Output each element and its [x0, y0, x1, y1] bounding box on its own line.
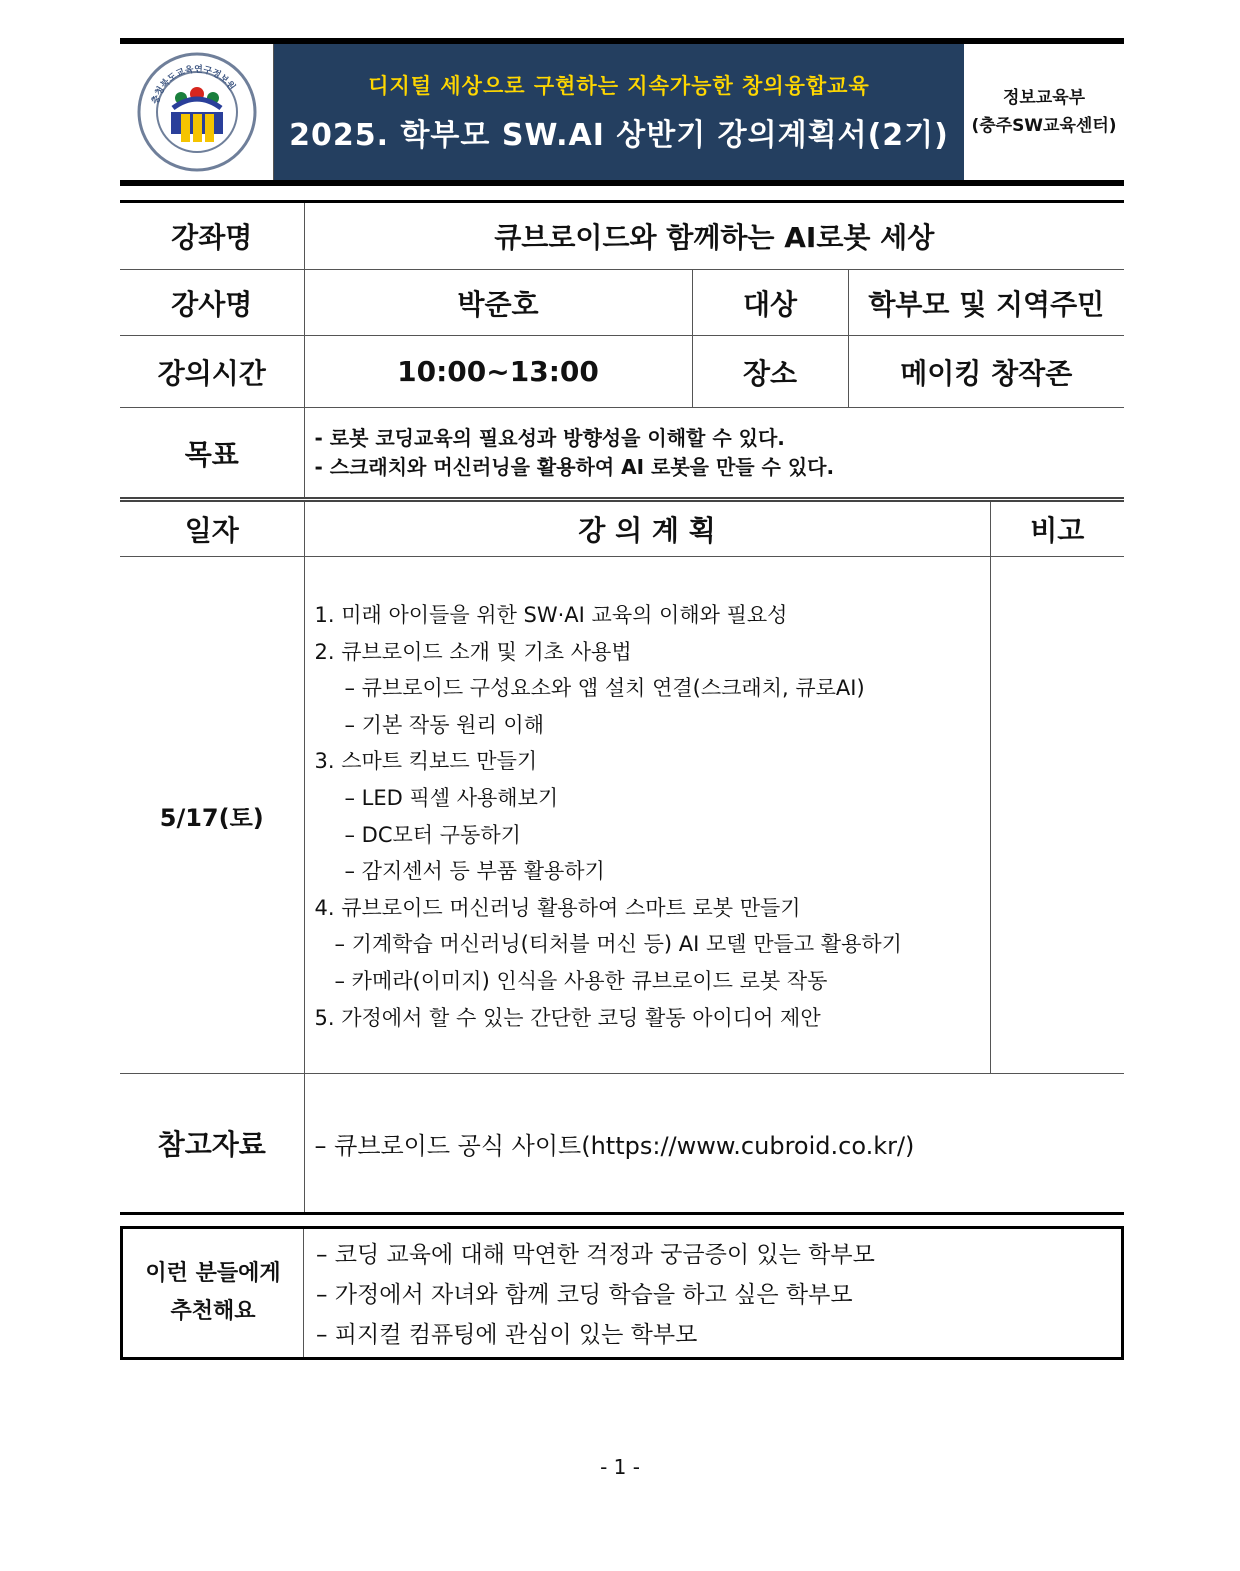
logo-cell	[120, 44, 274, 180]
note-header: 비고	[990, 500, 1124, 557]
place-label: 장소	[692, 336, 848, 408]
recommend-item: – 코딩 교육에 대해 막연한 걱정과 궁금증이 있는 학부모	[316, 1242, 875, 1268]
recommend-list	[304, 1229, 1121, 1357]
instructor-row	[120, 270, 1124, 336]
course-name: 큐브로이드와 함께하는 AI로봇 세상	[304, 202, 1124, 270]
lecture-plan-table	[120, 200, 1124, 1215]
course-name-row	[120, 202, 1124, 270]
plan-subitem: – DC모터 구동하기	[344, 822, 521, 847]
instructor-label: 강사명	[120, 270, 304, 336]
plan-subitem: – 기본 작동 원리 이해	[344, 712, 544, 737]
header-subtitle: 디지털 세상으로 구현하는 지속가능한 창의융합교육	[368, 74, 870, 98]
plan-subitem: – LED 픽셀 사용해보기	[344, 785, 559, 810]
recommend-label-line: 추천해요	[170, 1299, 256, 1324]
goal-item: - 스크래치와 머신러닝을 활용하여 AI 로봇을 만들 수 있다.	[314, 454, 835, 479]
target-label: 대상	[692, 270, 848, 336]
date-header: 일자	[120, 500, 304, 557]
reference-label: 참고자료	[120, 1074, 304, 1214]
recommend-box	[120, 1226, 1124, 1360]
plan-subitem: – 감지센서 등 부품 활용하기	[344, 859, 605, 884]
plan-row	[120, 557, 1124, 1074]
plan-item: 4. 큐브로이드 머신러닝 활용하여 스마트 로봇 만들기	[314, 895, 801, 920]
goal-item: - 로봇 코딩교육의 필요성과 방향성을 이해할 수 있다.	[314, 425, 785, 450]
page-title: 2025. 학부모 SW.AI 상반기 강의계획서(2기)	[289, 118, 949, 153]
time-label: 강의시간	[120, 336, 304, 408]
recommend-item: – 가정에서 자녀와 함께 코딩 학습을 하고 싶은 학부모	[316, 1282, 853, 1308]
plan-item: 5. 가정에서 할 수 있는 간단한 코딩 활동 아이디어 제안	[314, 1005, 821, 1030]
plan-item: 1. 미래 아이들을 위한 SW·AI 교육의 이해와 필요성	[314, 603, 788, 627]
page-number: - 1 -	[600, 1455, 640, 1479]
title-banner	[274, 44, 964, 180]
reference-row	[120, 1074, 1124, 1214]
plan-header: 강 의 계 획	[304, 500, 990, 557]
plan-header-row	[120, 500, 1124, 557]
reference-text: – 큐브로이드 공식 사이트(https://www.cubroid.co.kr/)	[304, 1074, 1124, 1214]
plan-subitem: – 큐브로이드 구성요소와 앱 설치 연결(스크래치, 큐로AI)	[344, 676, 865, 701]
time-value: 10:00~13:00	[304, 336, 692, 408]
goal-row	[120, 408, 1124, 500]
department-center: (충주SW교육센터)	[971, 116, 1117, 136]
institution-logo-icon	[135, 50, 259, 174]
recommend-item: – 피지컬 컴퓨팅에 관심이 있는 학부모	[316, 1322, 698, 1348]
plan-content	[304, 557, 990, 1074]
goal-label: 목표	[120, 408, 304, 500]
plan-subitem: – 카메라(이미지) 인식을 사용한 큐브로이드 로봇 작동	[334, 968, 828, 993]
plan-item: 3. 스마트 킥보드 만들기	[314, 749, 538, 774]
svg-text:충청북도교육연구정보원: 충청북도교육연구정보원	[150, 64, 237, 106]
department-cell	[964, 44, 1124, 180]
course-name-label: 강좌명	[120, 202, 304, 270]
document-header	[120, 38, 1124, 186]
time-row	[120, 336, 1124, 408]
lecture-date: 5/17(토)	[120, 557, 304, 1074]
recommend-label	[123, 1229, 304, 1357]
recommend-label-line: 이런 분들에게	[145, 1261, 281, 1286]
plan-subitem: – 기계학습 머신러닝(티처블 머신 등) AI 모델 만들고 활용하기	[334, 932, 902, 957]
instructor-name: 박준호	[304, 270, 692, 336]
department-name: 정보교육부	[1002, 88, 1086, 108]
plan-item: 2. 큐브로이드 소개 및 기초 사용법	[314, 639, 632, 664]
target-value: 학부모 및 지역주민	[848, 270, 1124, 336]
place-value: 메이킹 창작존	[848, 336, 1124, 408]
goal-list	[304, 408, 1124, 500]
note-cell	[990, 557, 1124, 1074]
